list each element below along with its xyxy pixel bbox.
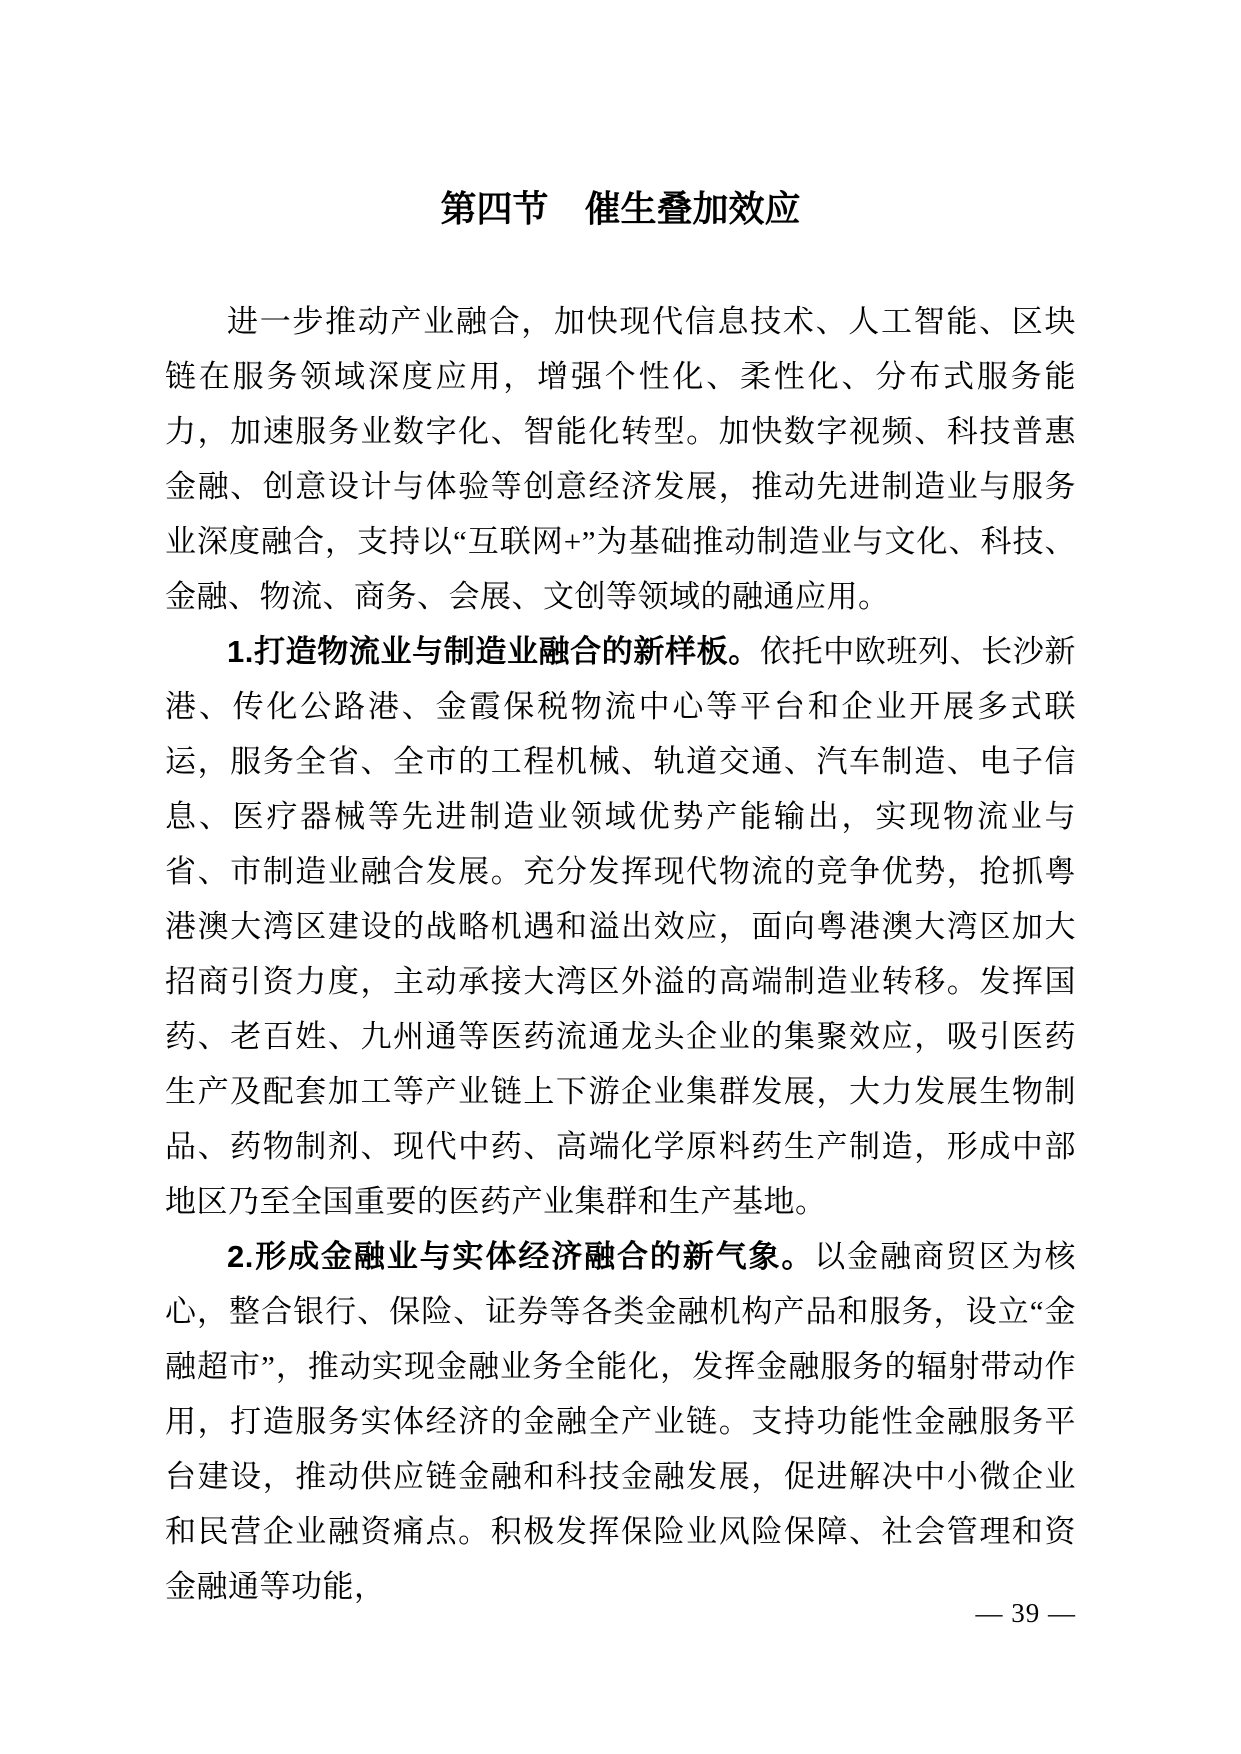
document-body: [165, 294, 1076, 1614]
paragraph-text: 进一步推动产业融合，加快现代信息技术、人工智能、区块链在服务领域深度应用，增强个性化、柔性化、分布式服务能力，加速服务业数字化、智能化转型。加快数字视频、科技普惠金融、创意设计与体验等创意经济发展，推动先进制造业与服务业深度融合，支持以“互联网+”为基础推动制造业与文化、科技、金融、物流、商务、会展、文创等领域的融通应用。: [165, 304, 1076, 614]
paragraph-heading: 1.打造物流业与制造业融合的新样板。: [227, 634, 760, 669]
page-number: — 39 —: [975, 1598, 1076, 1628]
section-title: 第四节 催生叠加效应: [440, 188, 801, 229]
paragraph: [165, 624, 1076, 1229]
paragraph-text: 依托中欧班列、长沙新港、传化公路港、金霞保税物流中心等平台和企业开展多式联运，服务全省、全市的工程机械、轨道交通、汽车制造、电子信息、医疗器械等先进制造业领域优势产能输出，实现物流业与省、市制造业融合发展。充分发挥现代物流的竞争优势，抢抓粤港澳大湾区建设的战略机遇和溢出效应，面向粤港澳大湾区加大招商引资力度，主动承接大湾区外溢的高端制造业转移。发挥国药、老百姓、九州通等医药流通龙头企业的集聚效应，吸引医药生产及配套加工等产业链上下游企业集群发展，大力发展生物制品、药物制剂、现代中药、高端化学原料药生产制造，形成中部地区乃至全国重要的医药产业集群和生产基地。: [165, 634, 1076, 1219]
paragraph-heading: 2.形成金融业与实体经济融合的新气象。: [227, 1239, 815, 1274]
paragraph: [165, 294, 1076, 624]
paragraph-text: 以金融商贸区为核心，整合银行、保险、证券等各类金融机构产品和服务，设立“金融超市”，推动实现金融业务全能化，发挥金融服务的辐射带动作用，打造服务实体经济的金融全产业链。支持功能性金融服务平台建设，推动供应链金融和科技金融发展，促进解决中小微企业和民营企业融资痛点。积极发挥保险业风险保障、社会管理和资金融通等功能，: [165, 1239, 1076, 1604]
paragraph: [165, 1229, 1076, 1614]
